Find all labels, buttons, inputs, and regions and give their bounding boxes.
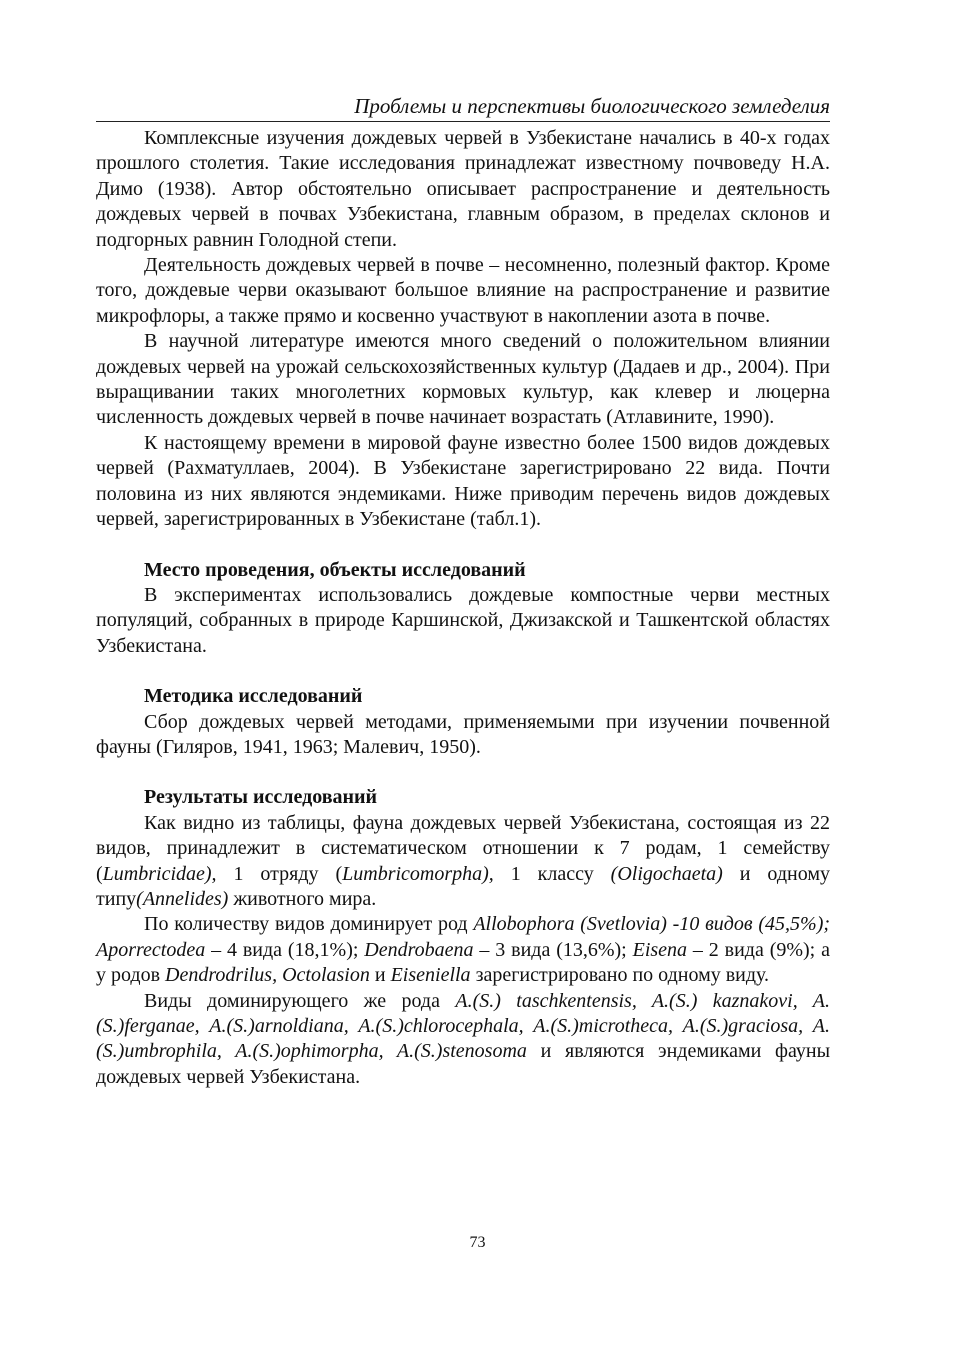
taxon-name: Dendrodrilus, Octolasion <box>165 964 370 987</box>
text-run: – 3 вида (13,6%); <box>473 938 633 961</box>
section-heading-method: Методика исследований <box>144 685 363 708</box>
taxon-name: Dendrobaena <box>364 938 474 961</box>
section-gap <box>96 659 830 684</box>
text-run: и одному типу <box>96 862 830 910</box>
taxon-name: Allobophora (Svetlovia) -10 видов (45,5%); Aporrectodea <box>96 913 831 961</box>
text-run: животного мира. <box>228 887 377 910</box>
taxon-name: Lumbricomorpha), <box>342 862 494 885</box>
section-heading-results: Результаты исследований <box>144 786 378 809</box>
taxon-name: Eisena <box>632 938 688 961</box>
text-run: Как видно из таблицы, фауна дождевых червей Узбекистана, состоящая из 22 видов, принадлежит в систематическом отношении к 7 родам, 1 семейству ( <box>96 811 830 885</box>
intro-paragraph-2: Деятельность дождевых червей в почве – несомненно, полезный фактор. Кроме того, дождевые черви оказывают большое влияние на распространение и развитие микрофлоры, а также прямо и косвенно участвуют в накоплении азота в почве. <box>96 254 830 327</box>
body-text <box>96 126 830 1090</box>
section-method-text: Сбор дождевых червей методами, применяемыми при изучении почвенной фауны (Гиляров, 1941, 1963; Малевич, 1950). <box>96 710 830 758</box>
text-run: и <box>369 964 391 987</box>
section-gap <box>96 760 830 785</box>
taxon-name: (Annelides) <box>136 887 229 910</box>
text-run: 1 отряду ( <box>216 862 343 885</box>
taxon-name: Lumbricidae), <box>102 862 217 885</box>
species-list: A.(S.) taschkentensis, A.(S.) kaznakovi, A.(S.)ferganae, A.(S.)arnoldiana, A.(S.)chlorocephala, A.(S.)microtheca, A.(S.)graciosa, A.(S.)umbrophila, A.(S.)ophimorpha, A.(S.)stenosoma <box>96 989 830 1063</box>
intro-paragraph-4: К настоящему времени в мировой фауне известно более 1500 видов дождевых червей (Рахматуллаев, 2004). В Узбекистане зарегистрировано 22 вида. Почти половина из них являются эндемиками. Ниже приводим перечень видов дождевых червей, зарегистрированных в Узбекистане (табл.1). <box>96 431 830 531</box>
text-run: Виды доминирующего же рода <box>144 989 456 1012</box>
taxon-name: (Oligochaeta) <box>610 862 723 885</box>
section-place-text: В экспериментах использовались дождевые компостные черви местных популяций, собранных в природе Каршинской, Джизакской и Ташкентской областях Узбекистана. <box>96 583 830 657</box>
text-run: По количеству видов доминирует род <box>144 913 474 936</box>
results-paragraph-3 <box>96 989 830 1091</box>
text-run: – 4 вида (18,1%); <box>205 938 365 961</box>
text-run: зарегистрировано по одному виду. <box>470 964 770 987</box>
section-heading-place: Место проведения, объекты исследований <box>144 558 526 581</box>
intro-paragraph-3: В научной литературе имеются много сведений о положительном влиянии дождевых червей на урожай сельскохозяйственных культур (Дадаев и др., 2004). При выращивании таких многолетних кормовых культур, как клевер и люцерна численность дождевых червей в почве начинает возрастать (Атлавините, 1990). <box>96 330 830 429</box>
results-paragraph-2 <box>96 912 830 988</box>
intro-paragraph-1: Комплексные изучения дождевых червей в Узбекистане начались в 40-х годах прошлого столетия. Такие исследования принадлежат известному почвоведу Н.А. Димо (1938). Автор обстоятельно описывает распространение и деятельность дождевых червей в почвах Узбекистана, главным образом, в пределах склонов и подгорных равнин Голодной степи. <box>96 127 830 251</box>
results-paragraph-1 <box>96 811 830 913</box>
section-gap <box>96 533 830 558</box>
text-run: и являются эндемиками фауны дождевых червей Узбекистана. <box>96 1040 831 1088</box>
taxon-name: Eiseniella <box>390 964 471 987</box>
running-header: Проблемы и перспективы биологического земледелия <box>96 93 830 122</box>
text-run: – 2 вида (9%); а у родов <box>96 938 830 987</box>
text-run: 1 классу <box>493 862 611 885</box>
page-number: 73 <box>469 1234 486 1251</box>
